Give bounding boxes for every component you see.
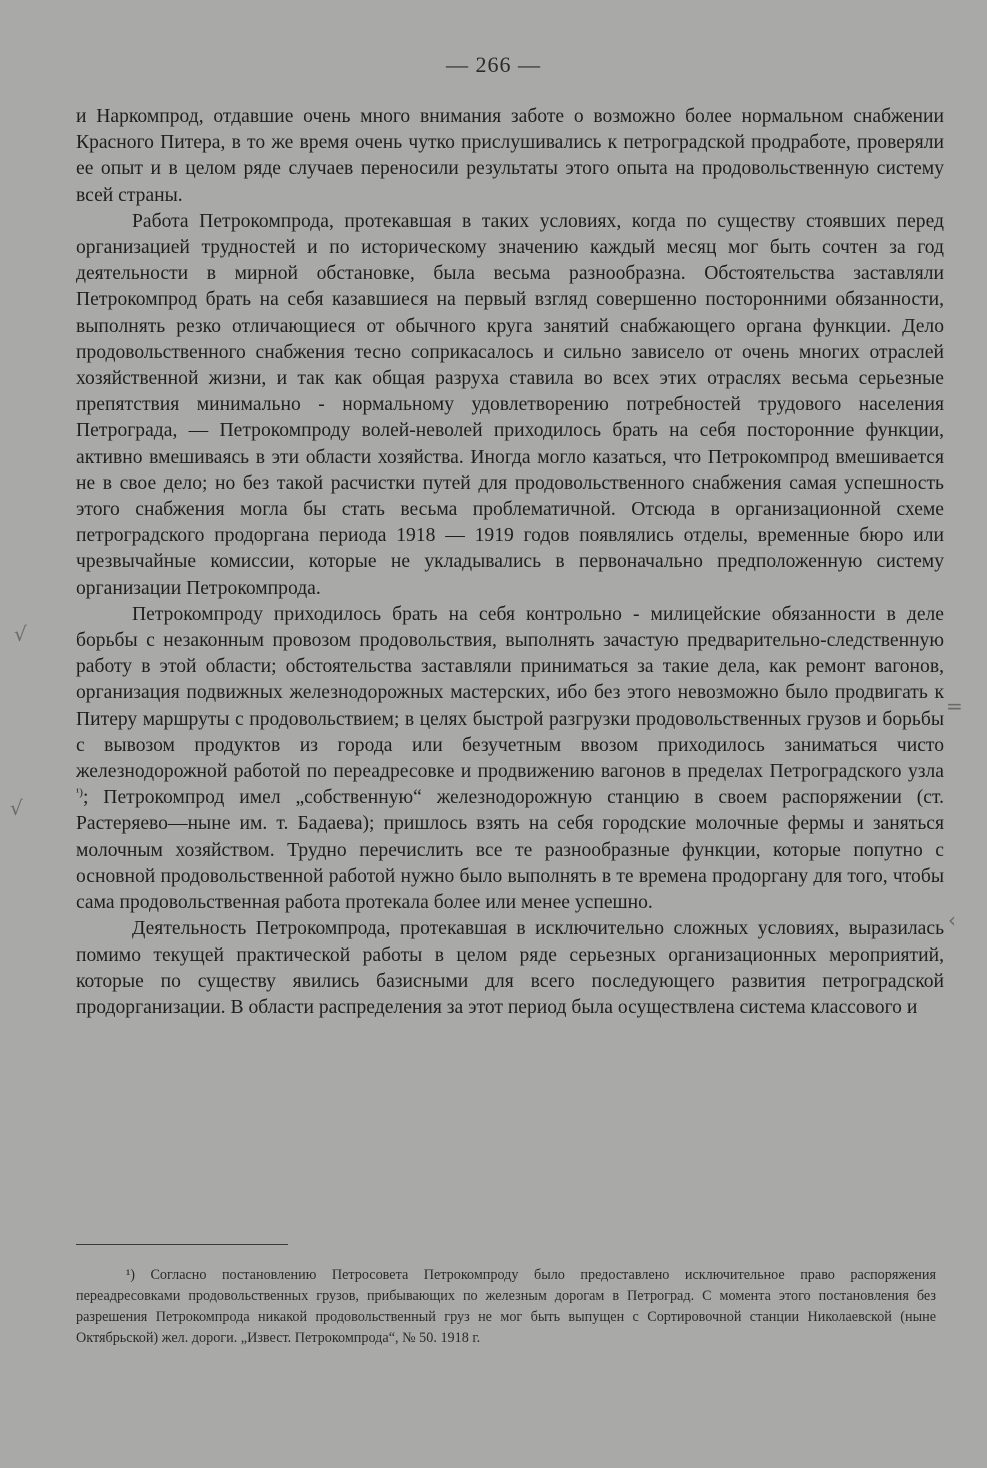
margin-pencil-mark: ‹ bbox=[948, 908, 956, 932]
footnote-divider bbox=[76, 1244, 288, 1245]
paragraph-text: Петрокомпроду приходилось брать на себя контрольно - милицейские обязанности в деле борьбы с незаконным провозом продовольствия, выполнять зачастую предварительно-следственную работу в этой области; обстоятельства заставляли приниматься за такие дела, как ремонт вагонов, организация подвижных железнодорожных мастерских, ибо без этого невозможно было продвигать к Питеру маршруты с продовольствием; в целях быстрой разгрузки продовольственных грузов и борьбы с вывозом продуктов из города или безучетным ввозом приходилось заниматься чисто железнодорожной работой по переадресовке и продвижению вагонов в пределах Петроградского узла bbox=[76, 603, 944, 783]
margin-pencil-mark: √ bbox=[10, 796, 23, 820]
footnote-marker: ¹) bbox=[126, 1267, 135, 1283]
page-number: — 266 — bbox=[446, 52, 541, 77]
paragraph: и Наркомпрод, отдавшие очень много внимания заботе о возможно более нормальном снабжении Красного Питера, в то же время очень чутко прислушивались к петроградской продработе, проверяли ее опыт и в целом ряде случаев переносили результаты этого опыта на продовольственную систему всей страны. bbox=[76, 106, 944, 206]
margin-pencil-mark: √ bbox=[14, 622, 27, 646]
body-text bbox=[76, 104, 944, 1021]
paragraph: Работа Петрокомпрода, протекавшая в таких условиях, когда по существу стоявших перед организацией трудностей и по историческому значению каждый месяц мог быть сочтен за год деятельности в мирной обстановке, была весьма разнообразна. Обстоятельства заставляли Петрокомпрод брать на себя казавшиеся на первый взгляд совершенно посторонними обязанности, выполнять резко отличающиеся от обычного круга занятий снабжающего органа функции. Дело продовольственного снабжения тесно соприкасалось и сильно зависело от очень многих отраслей хозяйственной жизни, и так как общая разруха ставила во всех этих отраслях весьма серьезные препятствия минимально - нормальному удовлетворению потребностей трудового населения Петрограда, — Петрокомпроду волей-неволей приходилось брать на себя посторонние функции, активно вмешиваясь в эти области хозяйства. Иногда могло казаться, что Петрокомпрод вмешивается не в свое дело; но без такой расчистки путей для продовольственного снабжения самая успешность этого снабжения могла бы стать весьма проблематичной. Отсюда в организационной схеме петроградского продоргана периода 1918 — 1919 годов появлялись отделы, временные бюро или чрезвычайные комиссии, которые не укладывались в первоначально предположенную систему организации Петрокомпрода. bbox=[76, 210, 944, 599]
footnote-text: Согласно постановлению Петросовета Петрокомпроду было предоставлено исключительное право распоряжения переадресовками продовольственных грузов, прибывающих по железным дорогам в Петроград. С момента этого постановления без разрешения Петрокомпрода никакой продовольственный груз не мог быть выпущен с Сортировочной станции Николаевской (ныне Октябрьской) жел. дороги. „Извест. Петрокомпрода“, № 50. 1918 г. bbox=[76, 1267, 936, 1346]
margin-pencil-mark: = bbox=[946, 694, 963, 718]
footnote-reference[interactable]: ¹) bbox=[76, 786, 83, 799]
footnote bbox=[76, 1265, 936, 1349]
paragraph: Деятельность Петрокомпрода, протекавшая в исключительно сложных условиях, выразилась помимо текущей практической работы в целом ряде серьезных организационных мероприятий, которые по существу явились базисными для всего последующего развития петроградской продорганизации. В области распределения за этот период была осуществлена система классового и bbox=[76, 918, 944, 1018]
paragraph-text: ; Петрокомпрод имел „собственную“ железнодорожную станцию в своем распоряжении (ст. Растеряево—ныне им. т. Бадаева); пришлось взять на себя городские молочные фермы и заняться молочным хозяйством. Трудно перечислить все те разнообразные функции, которые попутно с основной продовольственной работой нужно было выполнять в те времена продоргану для того, чтобы сама продовольственная работа протекала более или менее успешно. bbox=[76, 787, 944, 914]
paragraph bbox=[76, 602, 944, 916]
